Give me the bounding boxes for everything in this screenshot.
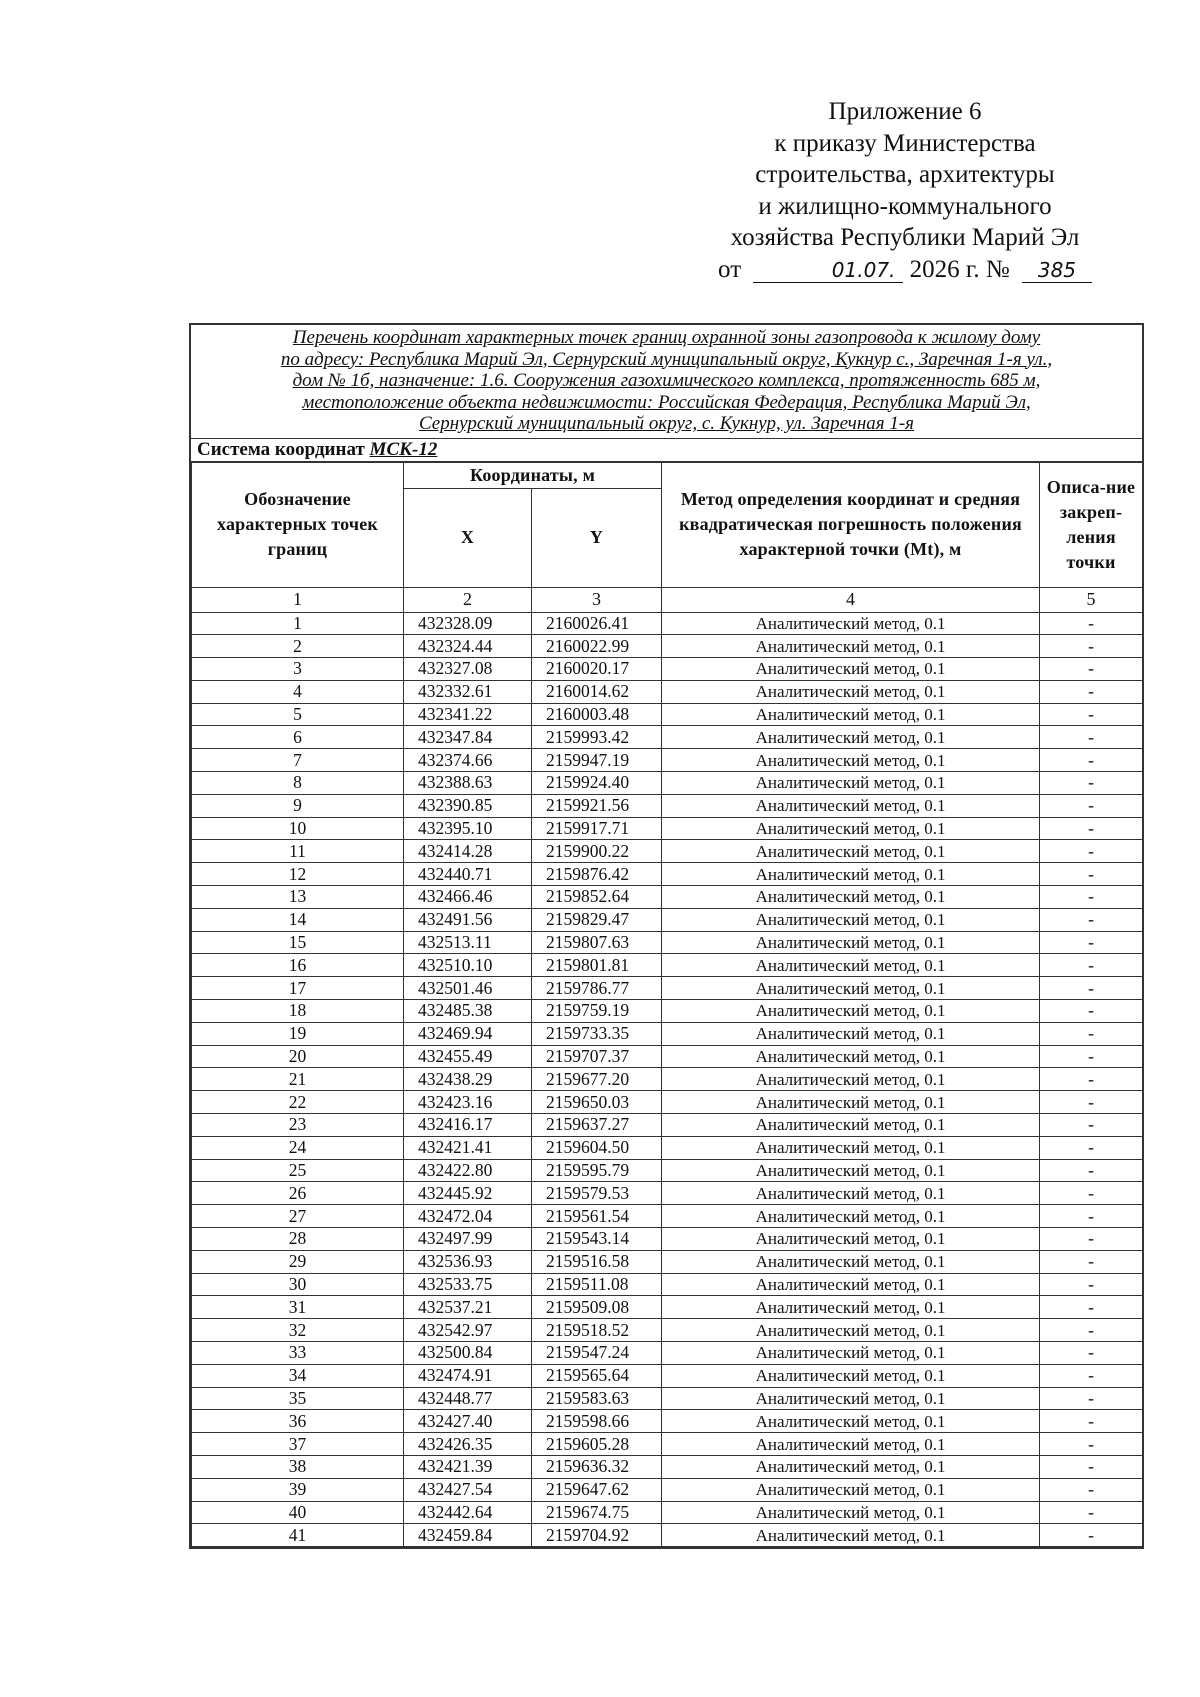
x-coordinate-cell: 432332.61 — [404, 680, 532, 703]
table-row — [192, 817, 1143, 840]
table-row — [192, 1455, 1143, 1478]
method-cell: Аналитический метод, 0.1 — [662, 1410, 1040, 1433]
description-cell: - — [1040, 1364, 1143, 1387]
point-number-cell: 12 — [192, 863, 404, 886]
point-number-cell: 37 — [192, 1433, 404, 1456]
point-number-cell: 34 — [192, 1364, 404, 1387]
caption-line: по адресу: Республика Марий Эл, Сернурский муниципальный округ, Кукнур с., Заречная 1-я ул., — [280, 348, 1053, 370]
description-cell: - — [1040, 1091, 1143, 1114]
handwritten-date: 01.07. — [753, 258, 903, 283]
method-cell: Аналитический метод, 0.1 — [662, 1045, 1040, 1068]
table-row — [192, 977, 1143, 1000]
y-coordinate-cell: 2159733.35 — [532, 1022, 662, 1045]
point-number-cell: 27 — [192, 1205, 404, 1228]
x-coordinate-cell: 432324.44 — [404, 635, 532, 658]
table-row — [192, 1159, 1143, 1182]
coordinate-system-label: Система координат — [197, 438, 365, 460]
method-cell: Аналитический метод, 0.1 — [662, 1114, 1040, 1137]
header-description: Описа-ние закреп-ления точки — [1040, 462, 1143, 587]
point-number-cell: 24 — [192, 1136, 404, 1159]
caption-line: местоположение объекта недвижимости: Российская Федерация, Республика Марий Эл, — [302, 391, 1031, 413]
order-reference-line: к приказу Министерства — [774, 129, 1036, 157]
table-row — [192, 612, 1143, 635]
description-cell: - — [1040, 726, 1143, 749]
table-row — [192, 931, 1143, 954]
method-cell: Аналитический метод, 0.1 — [662, 1524, 1040, 1547]
y-coordinate-cell: 2159583.63 — [532, 1387, 662, 1410]
point-number-cell: 30 — [192, 1273, 404, 1296]
x-coordinate-cell: 432440.71 — [404, 863, 532, 886]
y-coordinate-cell: 2159511.08 — [532, 1273, 662, 1296]
y-coordinate-cell: 2159598.66 — [532, 1410, 662, 1433]
method-cell: Аналитический метод, 0.1 — [662, 1455, 1040, 1478]
y-coordinate-cell: 2159924.40 — [532, 772, 662, 795]
y-coordinate-cell: 2159704.92 — [532, 1524, 662, 1547]
method-cell: Аналитический метод, 0.1 — [662, 977, 1040, 1000]
description-cell: - — [1040, 635, 1143, 658]
table-row — [192, 1524, 1143, 1547]
date-prefix: от — [718, 255, 742, 283]
method-cell: Аналитический метод, 0.1 — [662, 1250, 1040, 1273]
table-row — [192, 1319, 1143, 1342]
table-row — [192, 1296, 1143, 1319]
table-row — [192, 1364, 1143, 1387]
y-coordinate-cell: 2160026.41 — [532, 612, 662, 635]
point-number-cell: 4 — [192, 680, 404, 703]
description-cell: - — [1040, 1296, 1143, 1319]
x-coordinate-cell: 432500.84 — [404, 1342, 532, 1365]
table-row — [192, 1068, 1143, 1091]
description-cell: - — [1040, 1273, 1143, 1296]
description-cell: - — [1040, 908, 1143, 931]
table-row — [192, 1022, 1143, 1045]
table-row — [192, 1387, 1143, 1410]
header-method: Метод определения координат и средняя квадратическая погрешность положения характерной точки (Mt), м — [662, 462, 1040, 587]
table-row — [192, 1410, 1143, 1433]
x-coordinate-cell: 432421.39 — [404, 1455, 532, 1478]
method-cell: Аналитический метод, 0.1 — [662, 886, 1040, 909]
description-cell: - — [1040, 1022, 1143, 1045]
table-row — [192, 794, 1143, 817]
coordinate-system-value: МСК-12 — [369, 438, 438, 460]
x-coordinate-cell: 432374.66 — [404, 749, 532, 772]
order-year: 2026 г. № — [909, 255, 1010, 283]
description-cell: - — [1040, 931, 1143, 954]
table-row — [192, 680, 1143, 703]
method-cell: Аналитический метод, 0.1 — [662, 1478, 1040, 1501]
description-cell: - — [1040, 1250, 1143, 1273]
method-cell: Аналитический метод, 0.1 — [662, 680, 1040, 703]
point-number-cell: 2 — [192, 635, 404, 658]
point-number-cell: 7 — [192, 749, 404, 772]
description-cell: - — [1040, 1159, 1143, 1182]
description-cell: - — [1040, 1524, 1143, 1547]
table-row — [192, 908, 1143, 931]
point-number-cell: 26 — [192, 1182, 404, 1205]
description-cell: - — [1040, 1455, 1143, 1478]
x-coordinate-cell: 432513.11 — [404, 931, 532, 954]
method-cell: Аналитический метод, 0.1 — [662, 1000, 1040, 1023]
x-coordinate-cell: 432421.41 — [404, 1136, 532, 1159]
point-number-cell: 3 — [192, 658, 404, 681]
method-cell: Аналитический метод, 0.1 — [662, 1364, 1040, 1387]
point-number-cell: 5 — [192, 703, 404, 726]
point-number-cell: 17 — [192, 977, 404, 1000]
point-number-cell: 19 — [192, 1022, 404, 1045]
method-cell: Аналитический метод, 0.1 — [662, 1091, 1040, 1114]
column-number: 1 — [192, 587, 404, 612]
method-cell: Аналитический метод, 0.1 — [662, 1387, 1040, 1410]
method-cell: Аналитический метод, 0.1 — [662, 840, 1040, 863]
y-coordinate-cell: 2159993.42 — [532, 726, 662, 749]
point-number-cell: 41 — [192, 1524, 404, 1547]
x-coordinate-cell: 432448.77 — [404, 1387, 532, 1410]
order-header — [700, 96, 1110, 285]
x-coordinate-cell: 432426.35 — [404, 1433, 532, 1456]
table-row — [192, 1091, 1143, 1114]
y-coordinate-cell: 2159677.20 — [532, 1068, 662, 1091]
description-cell: - — [1040, 1433, 1143, 1456]
y-coordinate-cell: 2159647.62 — [532, 1478, 662, 1501]
point-number-cell: 29 — [192, 1250, 404, 1273]
description-cell: - — [1040, 1478, 1143, 1501]
table-caption — [191, 325, 1142, 439]
method-cell: Аналитический метод, 0.1 — [662, 1296, 1040, 1319]
method-cell: Аналитический метод, 0.1 — [662, 1136, 1040, 1159]
table-row — [192, 863, 1143, 886]
y-coordinate-cell: 2159807.63 — [532, 931, 662, 954]
description-cell: - — [1040, 1000, 1143, 1023]
method-cell: Аналитический метод, 0.1 — [662, 1319, 1040, 1342]
caption-line: дом № 1б, назначение: 1.6. Сооружения газохимического комплекса, протяженность 685 м, — [292, 370, 1041, 391]
method-cell: Аналитический метод, 0.1 — [662, 817, 1040, 840]
method-cell: Аналитический метод, 0.1 — [662, 1068, 1040, 1091]
table-row — [192, 1182, 1143, 1205]
y-coordinate-cell: 2159604.50 — [532, 1136, 662, 1159]
method-cell: Аналитический метод, 0.1 — [662, 954, 1040, 977]
y-coordinate-cell: 2159637.27 — [532, 1114, 662, 1137]
x-coordinate-cell: 432491.56 — [404, 908, 532, 931]
x-coordinate-cell: 432427.40 — [404, 1410, 532, 1433]
x-coordinate-cell: 432438.29 — [404, 1068, 532, 1091]
handwritten-order-number: 385 — [1022, 258, 1092, 283]
y-coordinate-cell: 2159543.14 — [532, 1228, 662, 1251]
ministry-line-1: строительства, архитектуры — [755, 161, 1055, 188]
header-point-designation: Обозначение характерных точек границ — [192, 462, 404, 587]
y-coordinate-cell: 2159605.28 — [532, 1433, 662, 1456]
description-cell: - — [1040, 772, 1143, 795]
point-number-cell: 32 — [192, 1319, 404, 1342]
table-row — [192, 635, 1143, 658]
description-cell: - — [1040, 1182, 1143, 1205]
x-coordinate-cell: 432497.99 — [404, 1228, 532, 1251]
y-coordinate-cell: 2159565.64 — [532, 1364, 662, 1387]
y-coordinate-cell: 2159509.08 — [532, 1296, 662, 1319]
description-cell: - — [1040, 1342, 1143, 1365]
point-number-cell: 20 — [192, 1045, 404, 1068]
method-cell: Аналитический метод, 0.1 — [662, 1273, 1040, 1296]
y-coordinate-cell: 2159829.47 — [532, 908, 662, 931]
method-cell: Аналитический метод, 0.1 — [662, 1342, 1040, 1365]
x-coordinate-cell: 432416.17 — [404, 1114, 532, 1137]
description-cell: - — [1040, 863, 1143, 886]
x-coordinate-cell: 432485.38 — [404, 1000, 532, 1023]
point-number-cell: 35 — [192, 1387, 404, 1410]
y-coordinate-cell: 2159547.24 — [532, 1342, 662, 1365]
x-coordinate-cell: 432466.46 — [404, 886, 532, 909]
y-coordinate-cell: 2159917.71 — [532, 817, 662, 840]
point-number-cell: 22 — [192, 1091, 404, 1114]
y-coordinate-cell: 2159707.37 — [532, 1045, 662, 1068]
method-cell: Аналитический метод, 0.1 — [662, 1022, 1040, 1045]
method-cell: Аналитический метод, 0.1 — [662, 1205, 1040, 1228]
point-number-cell: 14 — [192, 908, 404, 931]
x-coordinate-cell: 432328.09 — [404, 612, 532, 635]
method-cell: Аналитический метод, 0.1 — [662, 612, 1040, 635]
x-coordinate-cell: 432501.46 — [404, 977, 532, 1000]
y-coordinate-cell: 2159516.58 — [532, 1250, 662, 1273]
point-number-cell: 11 — [192, 840, 404, 863]
description-cell: - — [1040, 749, 1143, 772]
appendix-title: Приложение 6 — [828, 98, 982, 125]
point-number-cell: 15 — [192, 931, 404, 954]
y-coordinate-cell: 2159786.77 — [532, 977, 662, 1000]
method-cell: Аналитический метод, 0.1 — [662, 1228, 1040, 1251]
description-cell: - — [1040, 703, 1143, 726]
table-row — [192, 1433, 1143, 1456]
table-row — [192, 749, 1143, 772]
point-number-cell: 23 — [192, 1114, 404, 1137]
method-cell: Аналитический метод, 0.1 — [662, 794, 1040, 817]
column-number: 2 — [404, 587, 532, 612]
x-coordinate-cell: 432459.84 — [404, 1524, 532, 1547]
table-row — [192, 1114, 1143, 1137]
table-row — [192, 840, 1143, 863]
y-coordinate-cell: 2159900.22 — [532, 840, 662, 863]
point-number-cell: 28 — [192, 1228, 404, 1251]
x-coordinate-cell: 432533.75 — [404, 1273, 532, 1296]
point-number-cell: 39 — [192, 1478, 404, 1501]
coordinates-frame — [189, 323, 1144, 1549]
method-cell: Аналитический метод, 0.1 — [662, 1501, 1040, 1524]
table-row — [192, 1250, 1143, 1273]
y-coordinate-cell: 2159579.53 — [532, 1182, 662, 1205]
method-cell: Аналитический метод, 0.1 — [662, 703, 1040, 726]
point-number-cell: 36 — [192, 1410, 404, 1433]
table-row — [192, 1342, 1143, 1365]
point-number-cell: 25 — [192, 1159, 404, 1182]
description-cell: - — [1040, 794, 1143, 817]
x-coordinate-cell: 432469.94 — [404, 1022, 532, 1045]
method-cell: Аналитический метод, 0.1 — [662, 772, 1040, 795]
method-cell: Аналитический метод, 0.1 — [662, 908, 1040, 931]
y-coordinate-cell: 2159801.81 — [532, 954, 662, 977]
header-y: Y — [532, 488, 662, 587]
point-number-cell: 10 — [192, 817, 404, 840]
table-row — [192, 1501, 1143, 1524]
y-coordinate-cell: 2159595.79 — [532, 1159, 662, 1182]
coordinate-system-row — [191, 439, 1142, 462]
column-number-row — [192, 587, 1143, 612]
y-coordinate-cell: 2160020.17 — [532, 658, 662, 681]
table-row — [192, 1136, 1143, 1159]
y-coordinate-cell: 2160022.99 — [532, 635, 662, 658]
table-row — [192, 886, 1143, 909]
point-number-cell: 9 — [192, 794, 404, 817]
y-coordinate-cell: 2159650.03 — [532, 1091, 662, 1114]
y-coordinate-cell: 2159636.32 — [532, 1455, 662, 1478]
table-row — [192, 1000, 1143, 1023]
description-cell: - — [1040, 1228, 1143, 1251]
table-row — [192, 1228, 1143, 1251]
x-coordinate-cell: 432427.54 — [404, 1478, 532, 1501]
table-row — [192, 703, 1143, 726]
y-coordinate-cell: 2159947.19 — [532, 749, 662, 772]
y-coordinate-cell: 2159876.42 — [532, 863, 662, 886]
x-coordinate-cell: 432536.93 — [404, 1250, 532, 1273]
point-number-cell: 18 — [192, 1000, 404, 1023]
header-x: X — [404, 488, 532, 587]
x-coordinate-cell: 432423.16 — [404, 1091, 532, 1114]
y-coordinate-cell: 2159852.64 — [532, 886, 662, 909]
table-row — [192, 1205, 1143, 1228]
x-coordinate-cell: 432510.10 — [404, 954, 532, 977]
point-number-cell: 6 — [192, 726, 404, 749]
ministry-line-2: и жилищно-коммунального — [758, 192, 1052, 220]
x-coordinate-cell: 432390.85 — [404, 794, 532, 817]
table-row — [192, 1273, 1143, 1296]
description-cell: - — [1040, 817, 1143, 840]
method-cell: Аналитический метод, 0.1 — [662, 658, 1040, 681]
caption-line: Сернурский муниципальный округ, с. Кукнур, ул. Заречная 1-я — [418, 413, 915, 434]
ministry-line-3: хозяйства Республики Марий Эл — [730, 224, 1080, 251]
description-cell: - — [1040, 1136, 1143, 1159]
y-coordinate-cell: 2159674.75 — [532, 1501, 662, 1524]
method-cell: Аналитический метод, 0.1 — [662, 863, 1040, 886]
coordinates-table — [191, 462, 1143, 1548]
point-number-cell: 33 — [192, 1342, 404, 1365]
x-coordinate-cell: 432414.28 — [404, 840, 532, 863]
description-cell: - — [1040, 1114, 1143, 1137]
description-cell: - — [1040, 1205, 1143, 1228]
description-cell: - — [1040, 1319, 1143, 1342]
column-number: 3 — [532, 587, 662, 612]
point-number-cell: 40 — [192, 1501, 404, 1524]
table-row — [192, 954, 1143, 977]
column-number: 4 — [662, 587, 1040, 612]
description-cell: - — [1040, 1501, 1143, 1524]
description-cell: - — [1040, 680, 1143, 703]
x-coordinate-cell: 432395.10 — [404, 817, 532, 840]
x-coordinate-cell: 432455.49 — [404, 1045, 532, 1068]
column-number: 5 — [1040, 587, 1143, 612]
description-cell: - — [1040, 1387, 1143, 1410]
point-number-cell: 16 — [192, 954, 404, 977]
method-cell: Аналитический метод, 0.1 — [662, 1433, 1040, 1456]
coordinates-body — [192, 612, 1143, 1547]
y-coordinate-cell: 2159561.54 — [532, 1205, 662, 1228]
y-coordinate-cell: 2160014.62 — [532, 680, 662, 703]
y-coordinate-cell: 2159518.52 — [532, 1319, 662, 1342]
x-coordinate-cell: 432422.80 — [404, 1159, 532, 1182]
method-cell: Аналитический метод, 0.1 — [662, 931, 1040, 954]
method-cell: Аналитический метод, 0.1 — [662, 726, 1040, 749]
x-coordinate-cell: 432388.63 — [404, 772, 532, 795]
order-date-line — [700, 254, 1110, 286]
x-coordinate-cell: 432347.84 — [404, 726, 532, 749]
table-row — [192, 726, 1143, 749]
table-row — [192, 1045, 1143, 1068]
description-cell: - — [1040, 1068, 1143, 1091]
description-cell: - — [1040, 612, 1143, 635]
description-cell: - — [1040, 658, 1143, 681]
point-number-cell: 13 — [192, 886, 404, 909]
x-coordinate-cell: 432542.97 — [404, 1319, 532, 1342]
point-number-cell: 31 — [192, 1296, 404, 1319]
description-cell: - — [1040, 954, 1143, 977]
x-coordinate-cell: 432474.91 — [404, 1364, 532, 1387]
point-number-cell: 21 — [192, 1068, 404, 1091]
description-cell: - — [1040, 1410, 1143, 1433]
method-cell: Аналитический метод, 0.1 — [662, 1182, 1040, 1205]
method-cell: Аналитический метод, 0.1 — [662, 749, 1040, 772]
header-coordinates: Координаты, м — [404, 462, 662, 488]
x-coordinate-cell: 432442.64 — [404, 1501, 532, 1524]
table-row — [192, 772, 1143, 795]
point-number-cell: 38 — [192, 1455, 404, 1478]
method-cell: Аналитический метод, 0.1 — [662, 635, 1040, 658]
x-coordinate-cell: 432445.92 — [404, 1182, 532, 1205]
description-cell: - — [1040, 886, 1143, 909]
y-coordinate-cell: 2160003.48 — [532, 703, 662, 726]
description-cell: - — [1040, 840, 1143, 863]
description-cell: - — [1040, 1045, 1143, 1068]
y-coordinate-cell: 2159759.19 — [532, 1000, 662, 1023]
point-number-cell: 8 — [192, 772, 404, 795]
x-coordinate-cell: 432327.08 — [404, 658, 532, 681]
table-row — [192, 1478, 1143, 1501]
x-coordinate-cell: 432472.04 — [404, 1205, 532, 1228]
caption-line: Перечень координат характерных точек границ охранной зоны газопровода к жилому дому — [292, 327, 1041, 348]
y-coordinate-cell: 2159921.56 — [532, 794, 662, 817]
x-coordinate-cell: 432341.22 — [404, 703, 532, 726]
x-coordinate-cell: 432537.21 — [404, 1296, 532, 1319]
table-row — [192, 658, 1143, 681]
point-number-cell: 1 — [192, 612, 404, 635]
description-cell: - — [1040, 977, 1143, 1000]
method-cell: Аналитический метод, 0.1 — [662, 1159, 1040, 1182]
